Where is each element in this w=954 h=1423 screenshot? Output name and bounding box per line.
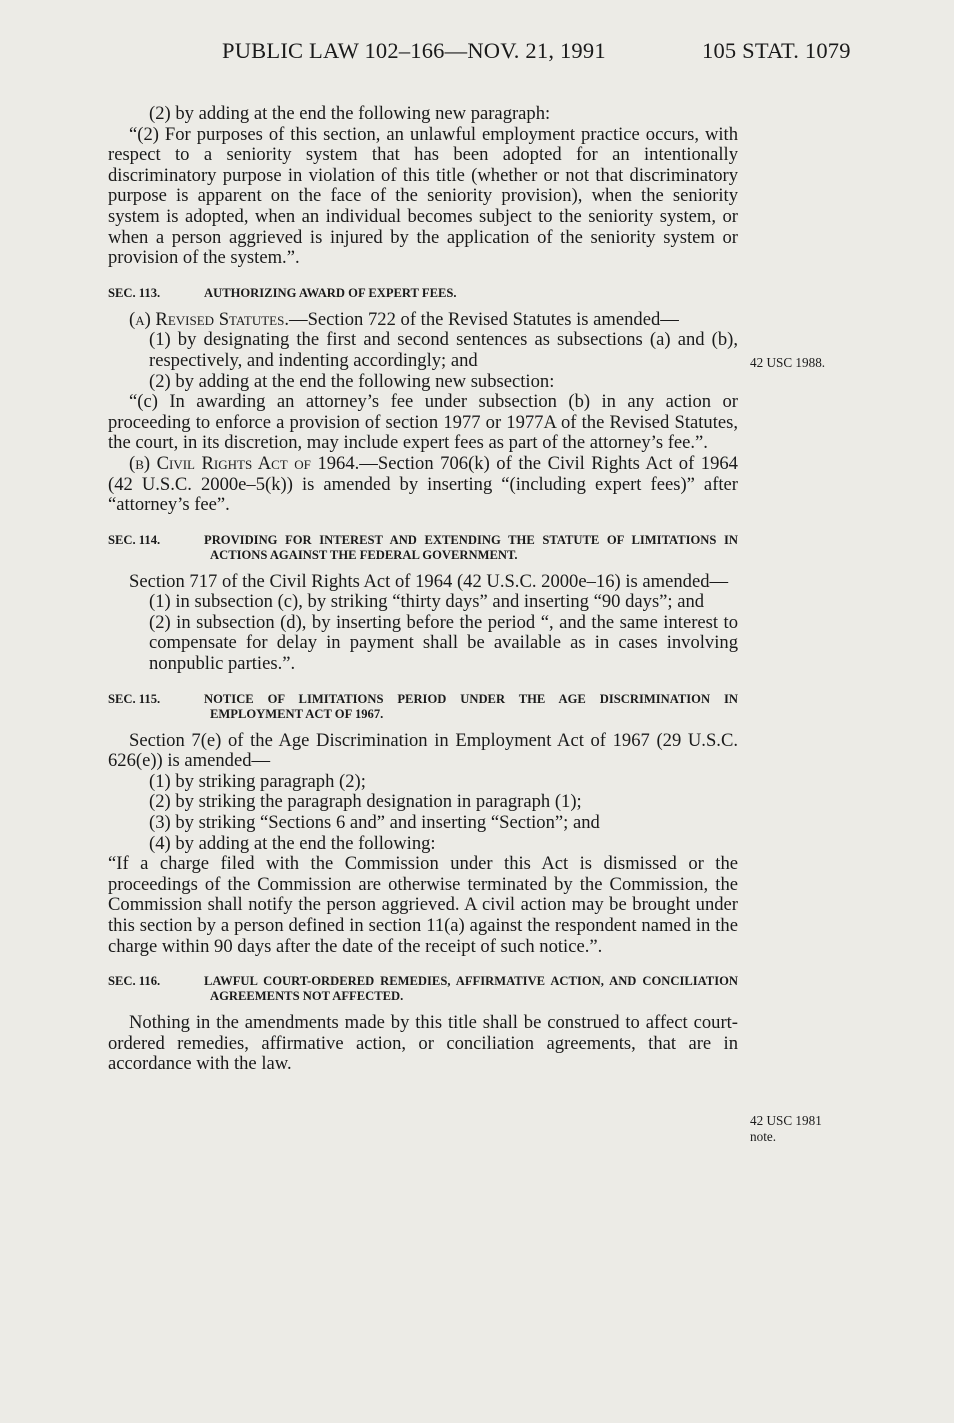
paragraph: (2) by adding at the end the following new subsection: xyxy=(149,370,555,392)
paragraph: (2) in subsection (d), by inserting before the period “, and the same interest to compensate for delay in payment shall be available as in cases involving nonpublic parties.”. xyxy=(149,611,738,675)
paragraph: (4) by adding at the end the following: xyxy=(149,832,436,854)
margin-note-usc: 42 USC 1988. xyxy=(750,355,826,370)
section-title: AUTHORIZING AWARD OF EXPERT FEES. xyxy=(204,285,457,300)
paragraph: Section 717 of the Civil Rights Act of 1964 (42 U.S.C. 2000e–16) is amended— xyxy=(129,570,729,592)
quoted-paragraph: “(2) For purposes of this section, an unlawful employment practice occurs, with respect to a seniority system that has been adopted for an intentionally discriminatory purpose in violation of this title (whether or not that discriminatory purpose is apparent on the face of the seniority provision), when the seniority system is adopted, when an individual becomes subject to the seniority system, or when a person aggrieved is injured by the application of the seniority system or provision of the system.”. xyxy=(108,123,738,269)
header-stat-page: 105 STAT. 1079 xyxy=(702,38,851,63)
section-number: SEC. 115. xyxy=(108,691,161,706)
quoted-paragraph: “If a charge filed with the Commission under this Act is dismissed or the proceedings of the Commission are otherwise terminated by the Commission, the Commission shall notify the person aggrieved. A civil action may be brought under this section by a person defined in section 11(a) against the respondent named in the charge within 90 days after the date of the receipt of such notice.”. xyxy=(108,853,738,957)
paragraph: (1) by designating the first and second sentences as subsections (a) and (b), respectively, and indenting accordingly; and xyxy=(149,329,738,371)
section-heading-115 xyxy=(108,692,738,722)
subsection-text: —Section 722 of the Revised Statutes is amended— xyxy=(288,308,679,330)
paragraph: Nothing in the amendments made by this title shall be construed to affect court-ordered remedies, affirmative action, or conciliation agreements, that are in accordance with the law. xyxy=(108,1012,738,1075)
paragraph: (3) by striking “Sections 6 and” and inserting “Section”; and xyxy=(149,812,600,834)
section-title: NOTICE OF LIMITATIONS PERIOD UNDER THE AGE DISCRIMINATION IN EMPLOYMENT ACT OF 1967. xyxy=(204,691,738,721)
section-heading-113 xyxy=(108,286,738,301)
section-title: PROVIDING FOR INTEREST AND EXTENDING THE STATUTE OF LIMITATIONS IN ACTIONS AGAINST THE FEDERAL GOVERNMENT. xyxy=(204,532,738,562)
paragraph: (1) by striking paragraph (2); xyxy=(149,770,366,792)
subsection-a xyxy=(108,310,738,331)
margin-note-note: note. xyxy=(750,1129,777,1144)
page-body xyxy=(108,104,738,1075)
header-title: PUBLIC LAW 102–166—NOV. 21, 1991 xyxy=(222,38,606,63)
paragraph: Section 7(e) of the Age Discrimination in Employment Act of 1967 (29 U.S.C. 626(e)) is amended— xyxy=(108,729,738,772)
subsection-heading: (b) Civil Rights Act of 1964. xyxy=(129,452,360,474)
section-number: SEC. 114. xyxy=(108,532,161,547)
quoted-subsection: “(c) In awarding an attorney’s fee under subsection (b) in any action or proceeding to enforce a provision of section 1977 or 1977A of the Revised Statutes, the court, in its discretion, may include expert fees as part of the attorney’s fee.”. xyxy=(108,391,738,454)
margin-note-usc: 42 USC 1981 xyxy=(750,1113,822,1128)
paragraph: (2) by striking the paragraph designation in paragraph (1); xyxy=(149,791,582,813)
paragraph: (1) in subsection (c), by striking “thirty days” and inserting “90 days”; and xyxy=(149,591,705,613)
section-title: LAWFUL COURT-ORDERED REMEDIES, AFFIRMATIVE ACTION, AND CONCILIATION AGREEMENTS NOT AFFECTED. xyxy=(204,974,738,1004)
subsection-heading: (a) Revised Statutes. xyxy=(129,308,289,330)
subsection-text: —Section 706(k) of the Civil Rights Act of 1964 (42 U.S.C. 2000e–5(k)) is amended by inserting “(including expert fees)” after “attorney’s fee”. xyxy=(108,452,738,516)
section-number: SEC. 116. xyxy=(108,974,161,989)
paragraph: (2) by adding at the end the following new paragraph: xyxy=(149,103,551,124)
section-heading-114 xyxy=(108,533,738,563)
section-heading-116 xyxy=(108,974,738,1004)
subsection-b xyxy=(108,454,738,516)
section-number: SEC. 113. xyxy=(108,285,161,300)
